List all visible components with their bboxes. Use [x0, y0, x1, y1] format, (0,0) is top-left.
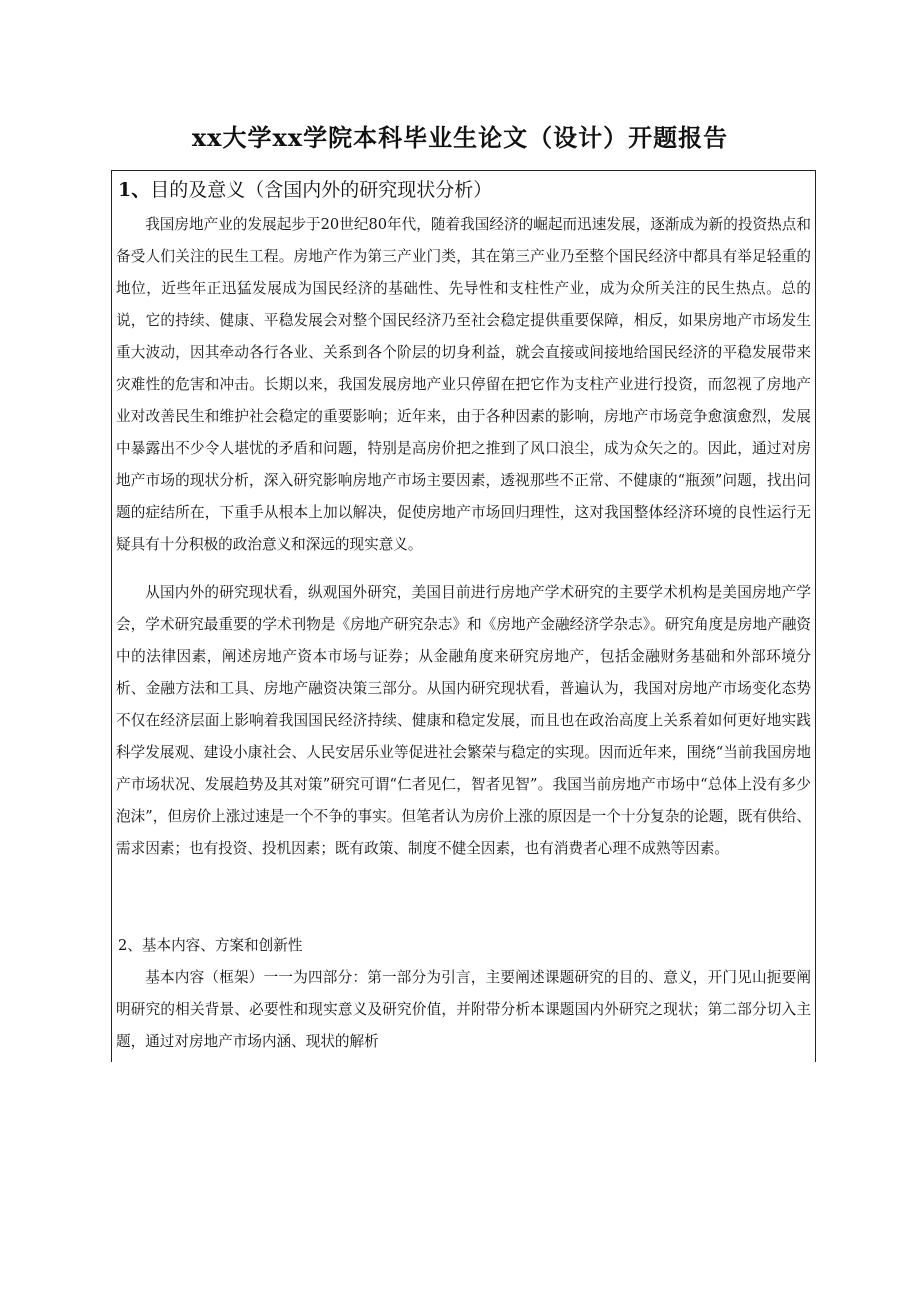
- report-title: xx大学xx学院本科毕业生论文（设计）开题报告: [191, 123, 729, 152]
- section-1-paragraph-1: 我国房地产业的发展起步于20世纪80年代，随着我国经济的崛起而迅速发展，逐渐成为新的投资热点和备受人们关注的民生工程。房地产作为第三产业门类，其在第三产业乃至整个国民经济中都具有举足轻重的地位，近些年正迅猛发展成为国民经济的基础性、先导性和支柱性产业，成为众所关注的民生热点。总的说，它的持续、健康、平稳发展会对整个国民经济乃至社会稳定提供重要保障，相反，如果房地产市场发生重大波动，因其牵动各行各业、关系到各个阶层的切身利益，就会直接或间接地给国民经济的平稳发展带来灾难性的危害和冲击。长期以来，我国发展房地产业只停留在把它作为支柱产业进行投资，而忽视了房地产业对改善民生和维护社会稳定的重要影响；近年来，由于各种因素的影响，房地产市场竞争愈演愈烈，发展中暴露出不少令人堪忧的矛盾和问题，特别是高房价把之推到了风口浪尘，成为众矢之的。因此，通过对房地产市场的现状分析，深入研究影响房地产市场主要因素，透视那些不正常、不健康的“瓶颈”问题，找出问题的症结所在，下重手从根本上加以解决，促使房地产市场回归理性，这对我国整体经济环境的良性运行无疑具有十分积极的政治意义和深远的现实意义。: [116, 216, 811, 553]
- section-2-heading: 2、基本内容、方案和创新性: [118, 937, 303, 954]
- section-2-paragraph-1: 基本内容（框架）一一为四部分：第一部分为引言，主要阐述课题研究的目的、意义，开门见山扼要阐明研究的相关背景、必要性和现实意义及研究价值，并附带分析本课题国内外研究之现状；第二部分切入主题，通过对房地产市场内涵、现状的解析: [116, 969, 811, 1050]
- section-1-paragraph-2: 从国内外的研究现状看，纵观国外研究，美国目前进行房地产学术研究的主要学术机构是美国房地产学会，学术研究最重要的学术刊物是《房地产研究杂志》和《房地产金融经济学杂志》。研究角度是房地产融资中的法律因素，阐述房地产资本市场与证券；从金融角度来研究房地产，包括金融财务基础和外部环境分析、金融方法和工具、房地产融资决策三部分。从国内研究现状看，普遍认为，我国对房地产市场变化态势不仅在经济层面上影响着我国国民经济持续、健康和稳定发展，而且也在政治高度上关系着如何更好地实践科学发展观、建设小康社会、人民安居乐业等促进社会繁荣与稳定的实现。因而近年来，围绕“当前我国房地产市场状况、发展趋势及其对策”研究可谓“仁者见仁，智者见智”。我国当前房地产市场中“总体上没有多少泡沫”，但房价上涨过速是一个不争的事实。但笔者认为房价上涨的原因是一个十分复杂的论题，既有供给、需求因素；也有投资、投机因素；既有政策、制度不健全因素，也有消费者心理不成熟等因素。: [116, 584, 811, 857]
- report-table: [111, 170, 816, 1062]
- section-1-heading: [118, 175, 492, 205]
- section-1-heading-text: 目的及意义（含国内外的研究现状分析）: [150, 179, 493, 201]
- section-1-number: 1、: [118, 179, 151, 201]
